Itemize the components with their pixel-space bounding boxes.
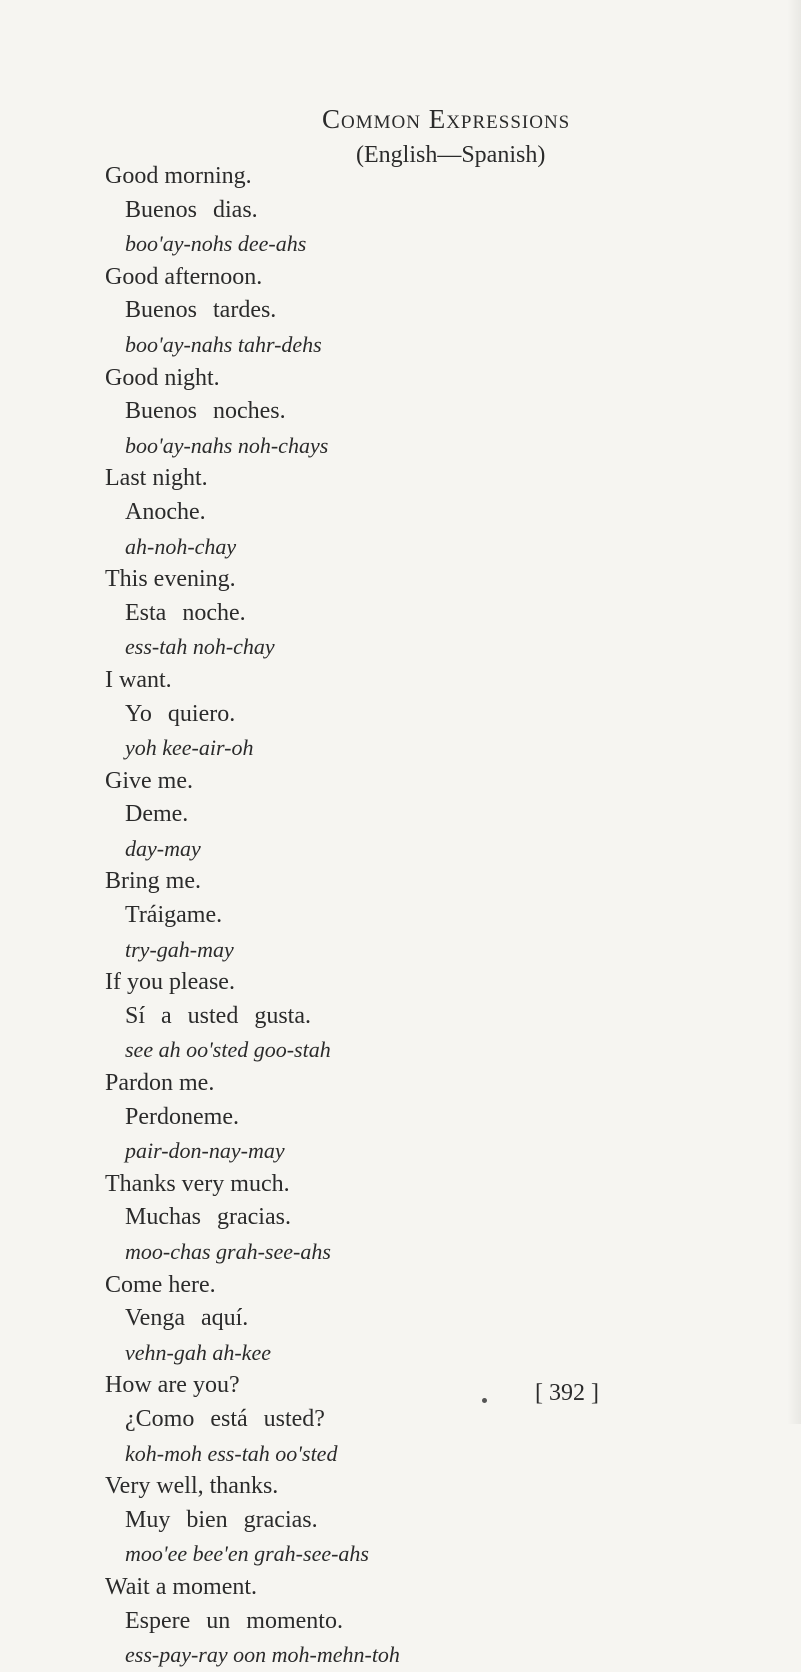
english-phrase: Come here. (105, 1271, 216, 1298)
pronunciation: koh-moh ess-tah oo'sted (125, 1440, 338, 1466)
spanish-phrase: Buenos dias. (125, 196, 258, 223)
page-title: Common Expressions (322, 104, 571, 134)
pronunciation: pair-don-nay-may (125, 1138, 285, 1164)
page-edge-shadow (787, 0, 801, 1424)
pronunciation: boo'ay-nohs dee-ahs (125, 231, 307, 257)
pronunciation: try-gah-may (125, 936, 234, 962)
phrase-entry (105, 765, 745, 866)
english-phrase: Good afternoon. (105, 263, 263, 290)
pronunciation: moo-chas grah-see-ahs (125, 1239, 331, 1264)
english-phrase: Give me. (105, 767, 193, 794)
spanish-phrase: Buenos noches. (125, 398, 286, 425)
english-phrase: Wait a moment. (105, 1573, 258, 1600)
pronunciation: boo'ay-nahs tahr-dehs (125, 331, 322, 357)
pronunciation: day-may (125, 835, 201, 861)
spanish-phrase: Esta noche. (125, 599, 246, 626)
phrase-entry (105, 1067, 745, 1168)
phrase-entry (105, 1369, 745, 1470)
pronunciation: ess-pay-ray oon moh-mehn-toh (125, 1642, 400, 1668)
ink-speck (482, 1398, 487, 1403)
phrase-entry (105, 563, 745, 664)
phrase-entry (105, 261, 745, 362)
english-phrase: Thanks very much. (105, 1170, 290, 1197)
page-number: [ 392 ] (535, 1380, 599, 1406)
english-phrase: If you please. (105, 969, 235, 996)
english-phrase: Good morning. (105, 163, 252, 189)
page-subtitle: (English—Spanish) (356, 142, 546, 168)
pronunciation: yoh kee-air-oh (125, 735, 254, 761)
english-phrase: Pardon me. (105, 1070, 215, 1097)
spanish-phrase: ¿Como está usted? (125, 1405, 325, 1432)
pronunciation: vehn-gah ah-kee (125, 1339, 271, 1365)
pronunciation: see ah oo'sted goo-stah (125, 1037, 331, 1063)
spanish-phrase: Espere un momento. (125, 1607, 343, 1634)
english-phrase: Very well, thanks. (105, 1473, 279, 1500)
spanish-phrase: Venga aquí. (125, 1305, 249, 1332)
english-phrase: Bring me. (105, 868, 201, 895)
phrase-entry (105, 362, 745, 463)
pronunciation: moo'ee bee'en grah-see-ahs (125, 1541, 369, 1567)
phrase-entry (105, 160, 745, 261)
pronunciation: ess-tah noh-chay (125, 634, 275, 660)
spanish-phrase: Anoche. (125, 498, 206, 525)
phrase-entry (105, 1269, 745, 1370)
pronunciation: boo'ay-nahs noh-chays (125, 432, 329, 458)
spanish-phrase: Tráigame. (125, 902, 223, 929)
spanish-phrase: Sí a usted gusta. (125, 1002, 311, 1029)
spanish-phrase: Deme. (125, 801, 189, 828)
pronunciation: ah-noh-chay (125, 533, 237, 559)
english-phrase: Good night. (105, 364, 220, 391)
phrase-entry (105, 664, 745, 765)
spanish-phrase: Perdoneme. (125, 1103, 239, 1130)
spanish-phrase: Yo quiero. (125, 700, 236, 727)
phrase-entry (105, 1168, 745, 1269)
english-phrase: Last night. (105, 465, 208, 492)
phrase-entry (105, 462, 745, 563)
spanish-phrase: Muy bien gracias. (125, 1506, 318, 1533)
english-phrase: How are you? (105, 1372, 240, 1399)
phrase-entry (105, 966, 745, 1067)
english-phrase: I want. (105, 666, 172, 693)
phrase-list (105, 160, 745, 1672)
spanish-phrase: Buenos tardes. (125, 297, 277, 324)
english-phrase: This evening. (105, 566, 236, 593)
phrase-entry (105, 1470, 745, 1571)
phrase-entry (105, 1571, 745, 1672)
spanish-phrase: Muchas gracias. (125, 1204, 291, 1231)
phrase-entry (105, 865, 745, 966)
